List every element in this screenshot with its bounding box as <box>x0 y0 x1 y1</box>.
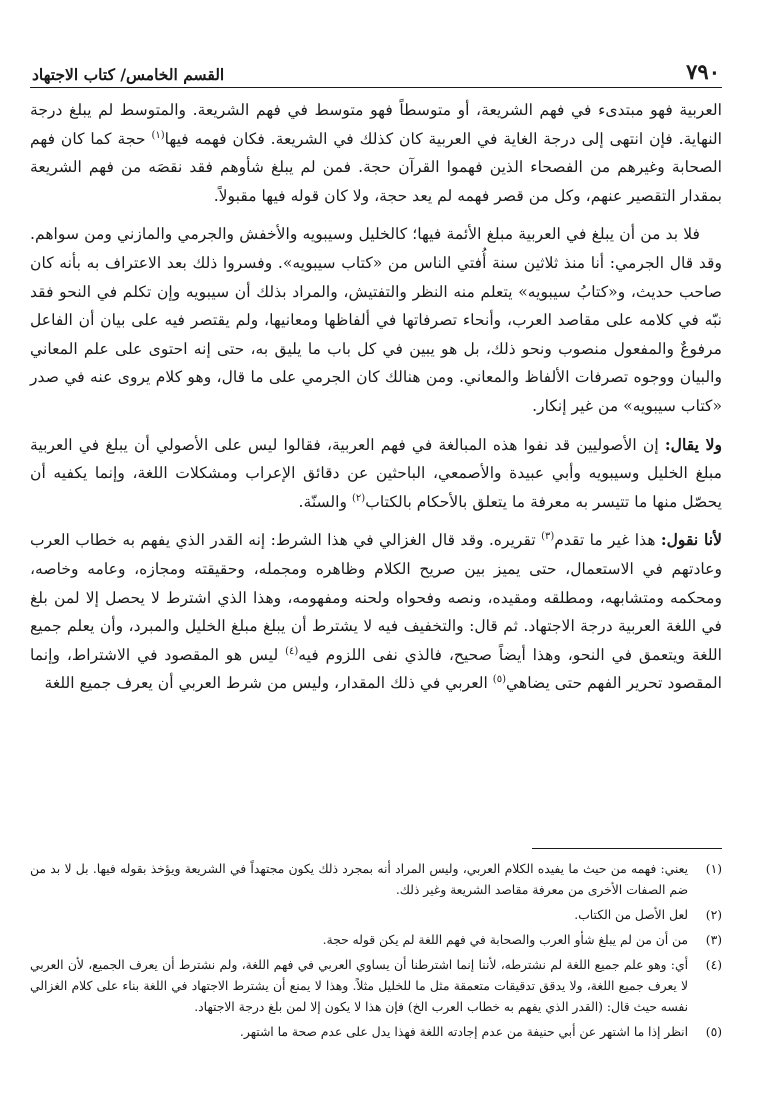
footnote-item <box>30 930 722 951</box>
page-header <box>30 50 722 88</box>
footnote-separator <box>532 848 722 849</box>
p1-text-a: العربية فهو مبتدىء في فهم الشريعة، أو متوسطاً فهو متوسط في فهم الشريعة. والمتوسط لم يبلغ درجة النهاية. فإن انتهى إلى درجة الغاية في العربية كان كذلك في الشريعة. فكان فهمه فيها <box>30 101 722 148</box>
footnote-ref-1: (١) <box>151 129 165 141</box>
footnote-number: (٥) <box>705 1025 722 1039</box>
footnote-number: (٢) <box>705 908 722 922</box>
p3-text-a: إن الأصوليين قد نفوا هذه المبالغة في فهم العربية، فقالوا ليس على الأصولي أن يبلغ في العربية مبلغ الخليل وسيبويه وأبي عبيدة والأصمعي، الباحثين عن دقائق الإعراب ومشكلات اللغة، وإنما يكفيه أن يحصّل منها ما تتيسر به معرفة ما يتعلق بالأحكام بالكتاب <box>30 435 722 511</box>
footnotes <box>30 848 722 1047</box>
running-title: القسم الخامس/ كتاب الاجتهاد <box>32 65 225 84</box>
p4-text-b: تقريره. وقد قال الغزالي في هذا الشرط: إنه القدر الذي يفهم به خطاب العرب وعادتهم في الاستعمال، حتى يميز بين صريح الكلام وظاهره ومجمله، وحقيقته ومجازه، وعامه وخاصه، ومحكمه ومتشابهه، ومطلقه ومقيده، ونصه وفحواه ولحنه ومفهومه، وهذا الذي اشترط لا يحصل إلا لمن بلغ في اللغة العربية درجة الاجتهاد. ثم قال: والتخفيف فيه لا يشترط أن يبلغ مبلغ الخليل والمبرد، وأن يعلم جميع اللغة ويتعمق في النحو، وهذا أيضاً صحيح، فالذي نفى اللزوم فيه <box>30 531 722 664</box>
paragraph-2: فلا بد من أن يبلغ في العربية مبلغ الأئمة فيها؛ كالخليل وسيبويه والأخفش والجرمي والمازني ومن سواهم. وقد قال الجرمي: أنا منذ ثلاثين سنة أُفتي الناس من «كتاب سيبويه». وفسروا ذلك بعد الاعتراف به بأنه كان صاحب حديث، و«كتابُ سيبويه» يتعلم منه النظر والتفتيش، والمراد بذلك أن سيبويه وإن تكلم في النحو فقد نبّه في كلامه على مقاصد العرب، وأنحاء تصرفاتها في ألفاظها ومعانيها، ولم يقتصر فيه على بيان أن الفاعل مرفوعٌ والمفعول منصوب ونحو ذلك، بل هو يبين في كل باب ما يليق به، حتى إنه احتوى على علم المعاني والبيان ووجوه تصرفات الألفاظ والمعاني. ومن هنالك كان الجرمي على ما قال، وهو كلام يروى عنه في صدر «كتاب سيبويه» من غير إنكار. <box>30 225 722 415</box>
p3-lead: ولا يقال: <box>664 434 722 454</box>
footnote-text: لعل الأصل من الكتاب. <box>574 908 688 922</box>
footnote-item <box>30 1022 722 1043</box>
p4-text-a: هذا غير ما تقدم <box>554 531 661 550</box>
p3-text-b: والسنّة. <box>298 492 353 511</box>
footnote-number: (١) <box>705 862 722 876</box>
page-number: ٧٩٠ <box>686 59 720 84</box>
p4-text-d: العربي في ذلك المقدار، وليس من شرط العربي أن يعرف جميع اللغة <box>44 674 493 693</box>
footnote-text: من أن من لم يبلغ شأو العرب والصحابة في فهم اللغة لم يكن قوله حجة. <box>322 933 688 947</box>
p1-text-b: حجة كما كان فهم الصحابة وغيرهم من الفصحاء الذين فهموا القرآن حجة. فمن لم يبلغ شأوهم فقد نقصَه من فهم الشريعة بمقدار التقصير عنهم، وكل من قصر فهمه لم يعد حجة، ولا كان قوله فيها مقبولاً. <box>30 129 722 205</box>
main-text <box>30 96 722 698</box>
footnote-ref-5: (٥) <box>492 674 506 686</box>
footnote-ref-3: (٣) <box>541 531 555 543</box>
footnote-text: أي: وهو علم جميع اللغة لم نشترطه، لأننا إنما اشترطنا أن يساوي العربي في فهم اللغة، ولم نشترط أن يعرف الجميع، لأن العربي لا يعرف جميع اللغة، ولا يدقق تدقيقات متعمقة مثل ما للخليل مثلاً. وهذا لا يمنع أن يشترط الاجتهاد في اللغة بناء على كلام الغزالي نفسه حيث قال: (القدر الذي يفهم به خطاب العرب الخ) فإن هذا لا يكون إلا لمن بلغ درجة الاجتهاد. <box>30 958 688 1014</box>
paragraph-1 <box>30 96 722 210</box>
footnote-list <box>30 859 722 1043</box>
book-page <box>30 50 722 1090</box>
footnote-item <box>30 905 722 926</box>
footnote-item <box>30 859 722 901</box>
footnote-text: يعني: فهمه من حيث ما يفيده الكلام العربي، وليس المراد أنه بمجرد ذلك يكون مجتهداً في الشريعة ويؤخذ بقوله فيها. بل لا بد من ضم الصفات الأخرى من معرفة مقاصد الشريعة وغير ذلك. <box>30 862 688 897</box>
footnote-number: (٣) <box>705 933 722 947</box>
paragraph-3 <box>30 431 722 517</box>
p4-text-c: ليس هو المقصود في الاشتراط، وإنما المقصود تحرير الفهم حتى يضاهي <box>30 645 722 693</box>
footnote-text: انظر إذا ما اشتهر عن أبي حنيفة من عدم إجادته اللغة فهذا يدل على عدم صحة ما اشتهر. <box>239 1025 688 1039</box>
footnote-item <box>30 955 722 1018</box>
paragraph-4 <box>30 526 722 698</box>
footnote-number: (٤) <box>705 958 722 972</box>
footnote-ref-2: (٢) <box>352 492 366 504</box>
footnote-ref-4: (٤) <box>285 645 299 657</box>
p4-lead: لأنا نقول: <box>660 530 722 550</box>
